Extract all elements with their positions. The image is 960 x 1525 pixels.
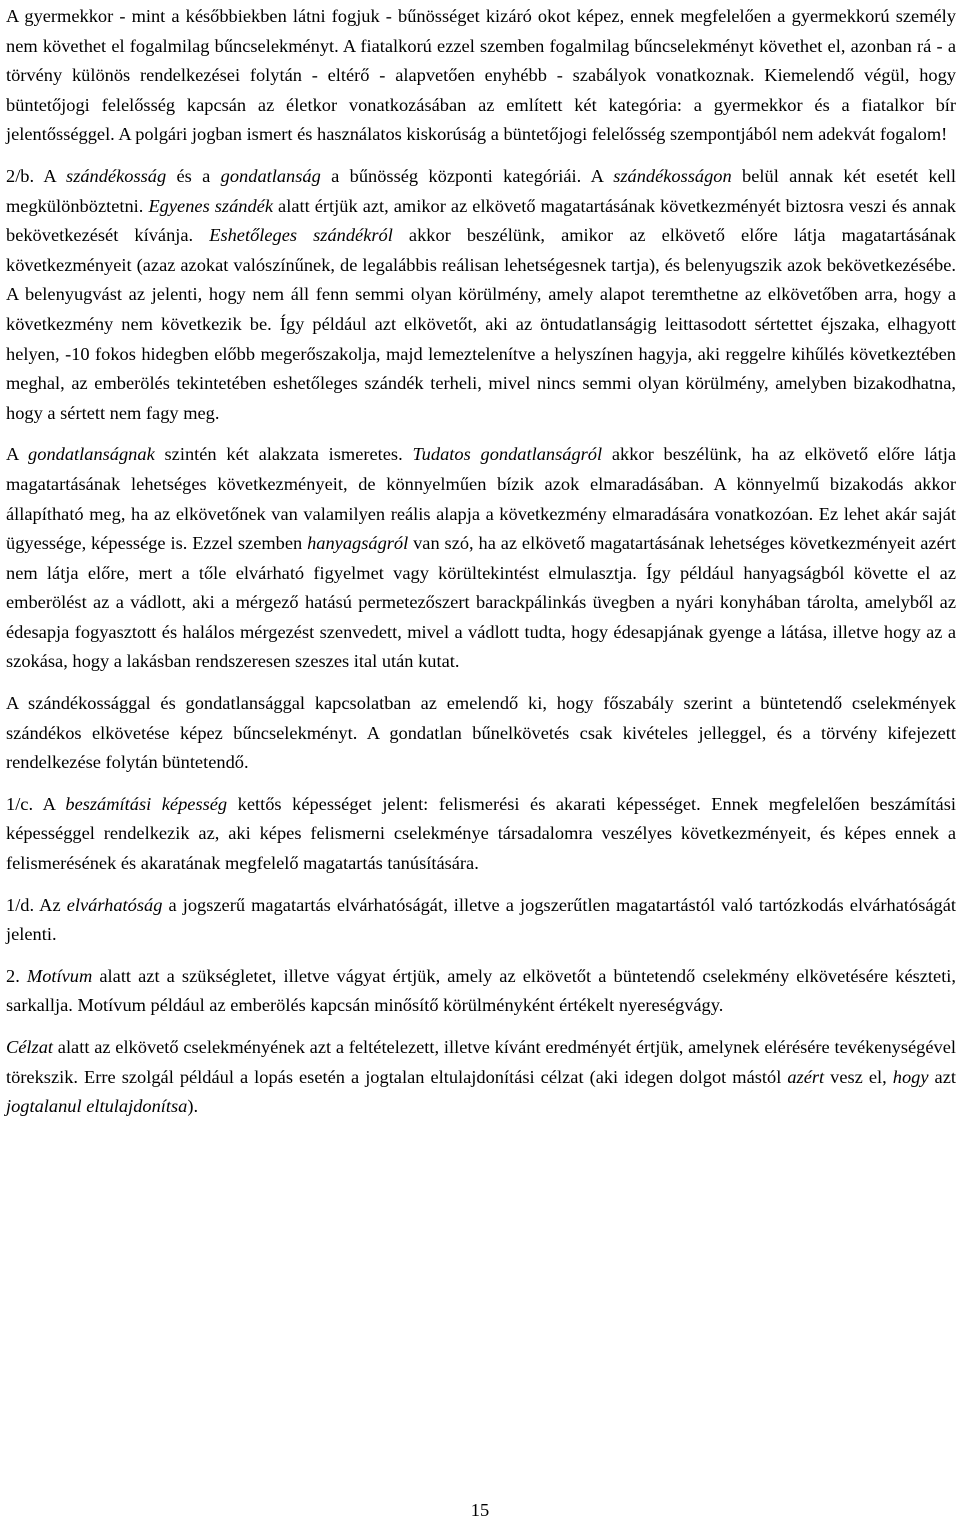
text-run: 2/b. A — [6, 165, 67, 186]
text-run: 2. — [6, 965, 27, 986]
page-number: 15 — [470, 1500, 490, 1520]
text-run: vesz el, — [824, 1066, 893, 1087]
text-run: ). — [187, 1096, 199, 1117]
paragraph-purpose — [6, 1033, 956, 1122]
document-page — [6, 2, 956, 1134]
text-run: van szó, ha az elkövető magatartásának lehetséges következményeit azért nem látja előre, mert a tőle elvárható figyelmet vagy körültekintést elmulasztja. Így például hanyagságból követte el az emberölést az a vádlott, aki a mérgező hatású permetezőszert barackpálinkás üvegben a nyári konyhában tárolta, amelyből az édesapja fogyasztott és halálos mérgezést szenvedett, mivel a vádlott tudta, hogy édesapjának gyenge a látása, illetve hogy az a szokása, hogy a lakásban rendszeresen szeszes ital után kutat. — [6, 533, 956, 672]
text-run: alatt az elkövető cselekményének azt a feltételezett, illetve kívánt eredményét értjük, amelynek elérésére tevékenységével törekszik. Erre szolgál például a lopás esetén a jogtalan eltulajdonítási célzat (aki idegen dolgot mástól — [6, 1037, 956, 1087]
paragraph-minority — [6, 2, 956, 150]
paragraph-expectability — [6, 891, 956, 950]
emphasized-term: szándékosságon — [613, 165, 732, 186]
text-run: alatt értjük azt, amikor az elkövető magatartásának következményét biztosra veszi és annak bekövetkezését kívánja. — [6, 195, 957, 246]
emphasized-term: beszámítási képesség — [65, 793, 228, 814]
text-run: azt — [928, 1066, 956, 1087]
emphasized-term: hanyagságról — [307, 533, 409, 554]
emphasized-term: azért — [787, 1066, 825, 1087]
emphasized-term: szándékosság — [66, 165, 167, 186]
text-run: A — [6, 444, 29, 465]
paragraph-intent — [6, 162, 956, 428]
emphasized-term: jogtalanul eltulajdonítsa — [6, 1096, 188, 1117]
paragraph-motive — [6, 962, 956, 1021]
text-run: és a — [166, 165, 221, 186]
emphasized-term: Tudatos gondatlanságról — [412, 444, 603, 465]
text-run: akkor beszélünk, amikor az elkövető előre látja magatartásának következményeit (azaz azokat valószínűnek, de legalábbis reálisan lehetségesnek tartja), és belenyugszik azok bekövetkezésébe. A belenyugvást az jelenti, hogy nem áll fenn semmi olyan körülmény, amely alapot teremthetne az elkövetőben arra, hogy a következmény nem következik be. Így például azt elkövetőt, aki az öntudatlanságig leittasodott sértettet éjszaka, elhagyott helyen, -10 fokos hidegben előbb megerőszakolja, majd lemeztelenítve a helyszínen hagyja, aki reggelre kihűlés következtében meghal, az emberölés tekintetében eshetőleges szándék terheli, mivel nincs semmi olyan körülmény, amelyben bizakodhatna, hogy a sértett nem fagy meg. — [6, 225, 956, 423]
paragraph-intent-negligence-summary — [6, 689, 956, 778]
text-run: A gyermekkor - mint a későbbiekben látni fogjuk - bűnösséget kizáró okot képez, ennek megfelelően a gyermekkorú személy nem követhet el fogalmilag bűncselekményt. A fiatalkorú ezzel szemben fogalmilag bűncselekményt követhet el, azonban rá - a törvény különös rendelkezései folytán - eltérő - alapvetően enyhébb - szabályok vonatkoznak. Kiemelendő végül, hogy büntetőjogi felelősség kapcsán az életkor vonatkozásában az említett két kategória: a gyermekkor és a fiatalkor bír jelentősséggel. A polgári jogban ismert és használatos kiskorúság a büntetőjogi felelősség szempontjából nem adekvát fogalom! — [6, 6, 956, 145]
emphasized-term: elvárhatóság — [66, 894, 163, 915]
text-run: a jogszerű magatartás elvárhatóságát, illetve a jogszerűtlen magatartástól való tartózkodás elvárhatóságát jelenti. — [6, 894, 956, 945]
text-run: 1/d. Az — [6, 894, 67, 915]
paragraph-negligence — [6, 440, 956, 677]
text-run: kettős képességet jelent: felismerési és akarati képességet. Ennek megfelelően beszámítási képességgel rendelkezik az, aki képes felismerni cselekménye társadalomra veszélyes következményeit, és képes ennek a felismerésének és akaratának megfelelő magatartás tanúsítására. — [6, 793, 956, 874]
emphasized-term: Célzat — [6, 1037, 54, 1057]
text-run: akkor beszélünk, ha az elkövető előre látja magatartásának lehetséges következményeit, de könnyelműen bízik azok elmaradásában. A könnyelmű bizakodás akkor állapítható meg, ha az elkövetőnek van valamilyen reális alapja a következmény elmaradására vonatkozóan. Ez lehet akár saját ügyessége, képessége is. Ezzel szemben — [6, 444, 956, 554]
emphasized-term: hogy — [892, 1066, 929, 1087]
emphasized-term: Eshetőleges szándékról — [209, 225, 393, 246]
emphasized-term: gondatlanságnak — [28, 444, 155, 465]
paragraph-imputability — [6, 790, 956, 879]
text-run: a bűnösség központi kategóriái. A — [320, 165, 614, 186]
text-run: szintén két alakzata ismeretes. — [154, 444, 413, 465]
text-run: belül annak két esetét kell megkülönböztetni. — [6, 165, 956, 216]
text-run: alatt azt a szükségletet, illetve vágyat értjük, amely az elkövetőt a büntetendő cselekmény elkövetésére készteti, sarkallja. Motívum például az emberölés kapcsán minősítő körülményként értékelt nyereségvágy. — [6, 965, 957, 1016]
text-run: A szándékossággal és gondatlansággal kapcsolatban az emelendő ki, hogy főszabály szerint a büntetendő cselekmények szándékos elkövetése képez bűncselekményt. A gondatlan bűnelkövetés csak kivételes jelleggel, és a törvény kifejezett rendelkezése folytán büntetendő. — [6, 693, 956, 773]
emphasized-term: Motívum — [26, 965, 93, 986]
text-run: 1/c. A — [6, 793, 66, 814]
emphasized-term: gondatlanság — [220, 165, 321, 186]
emphasized-term: Egyenes szándék — [148, 195, 273, 216]
